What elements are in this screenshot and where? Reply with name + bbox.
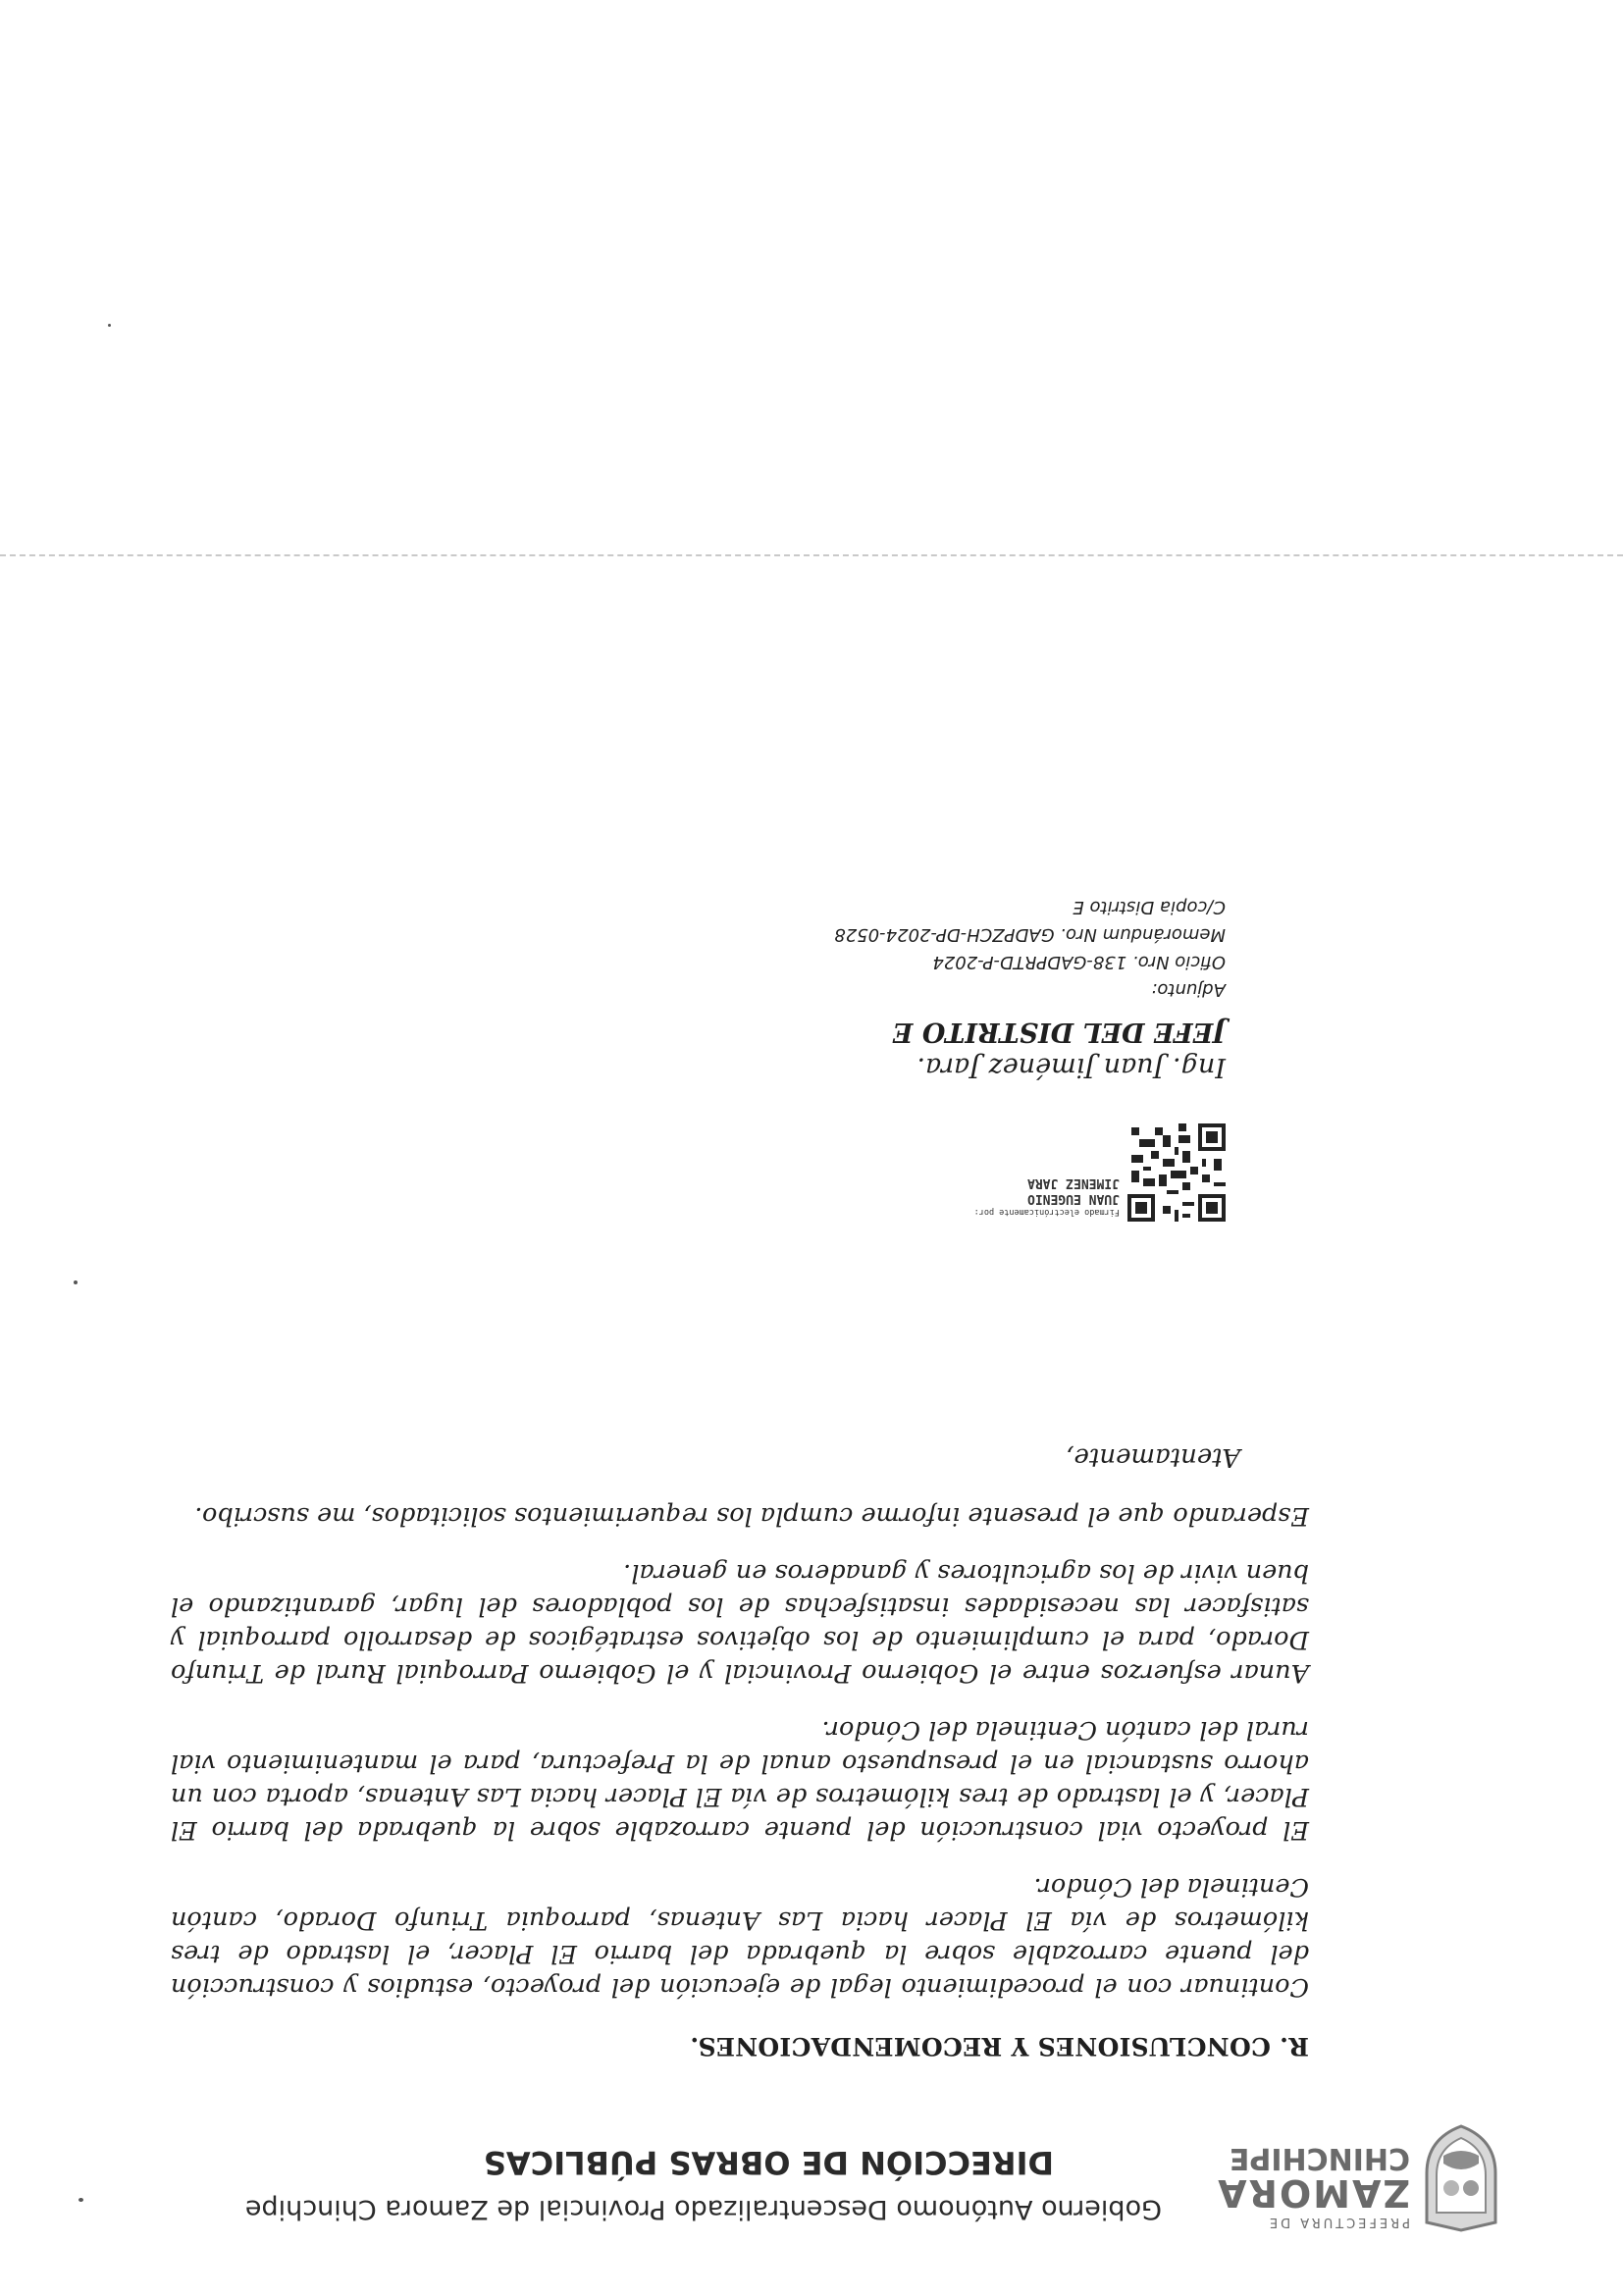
attachments-label: Adjunto: (1151, 979, 1226, 1000)
signature-text (974, 1174, 1120, 1218)
paragraph-2: El proyecto vial construcción del puente carrozable sobre la quebrada del barrio El Placer, y el lastrado de tres kilómetros de vía El Placer hacia Las Antenas, aporta con un ahorro sustancial en el presupuesto anual de la Prefectura, para el mantenimiento vial rural del cantón Centinela del Cóndor. (171, 1715, 1309, 1845)
signer-block (893, 1014, 1226, 1084)
prefectura-logo (1216, 2124, 1500, 2232)
closing: Atentamente, (1066, 1442, 1240, 1472)
e-sign-note: Firmado electrónicamente por: (973, 1207, 1120, 1217)
paragraph-1: Continuar con el procedimiento legal de ejecución del proyecto, estudios y construcción del puente carrozable sobre la quebrada del barrio El Placer, el lastrado de tres kilómetros de vía El Placer hacia Las Antenas, parroquia Triunfo Dorado, cantón Centinela del Cóndor. (171, 1872, 1309, 2002)
government-name: Gobierno Autónomo Descentralizado Provincial de Zamora Chinchipe (244, 2194, 1162, 2224)
paragraph-4: Esperando que el presente informe cumpla los requerimientos solicitados, me suscribo. (194, 1501, 1309, 1531)
section-title: R. CONCLUSIONES Y RECOMENDACIONES. (690, 2032, 1309, 2061)
attachment-item: Memorándum Nro. GADPZCH-DP-2024-0528 (834, 924, 1226, 945)
letterhead (0, 2095, 1623, 2242)
qr-code-icon (1127, 1123, 1226, 1222)
signer-name: Ing. Juan Jiménez Jara. (916, 1052, 1226, 1082)
logo-zamora: ZAMORA (1216, 2171, 1410, 2215)
electronic-signature (715, 1114, 1226, 1222)
report-body (171, 1440, 1309, 2062)
attachments (834, 893, 1226, 1003)
logo-prefix: PREFECTURA DE (1266, 2215, 1410, 2229)
attachment-item: Oficio Nro. 138-GADPRTD-P-2024 (932, 952, 1226, 972)
shield-icon (1422, 2124, 1500, 2232)
copy-note: C/copia Distrito E (1073, 897, 1226, 917)
department-name: DIRECCIÓN DE OBRAS PÚBLICAS (483, 2144, 1054, 2181)
e-sign-name-2: JIMENEZ JARA (1027, 1175, 1120, 1190)
signer-role: JEFE DEL DISTRITO E (892, 1017, 1226, 1047)
paragraph-3: Aunar esfuerzos entre el Gobierno Provincial y el Gobierno Parroquial Rural de Triunfo Dorado, para el cumplimiento de los objetivos estratégicos de desarrollo parroquial y satisfacer las necesidades insatisfechas de los pobladores del lugar, garantizando el buen vivir de los agricultores y ganaderos en general. (171, 1558, 1309, 1688)
e-sign-name-1: JUAN EUGENIO (1027, 1191, 1120, 1206)
logo-chinchipe: CHINCHIPE (1229, 2141, 1410, 2175)
